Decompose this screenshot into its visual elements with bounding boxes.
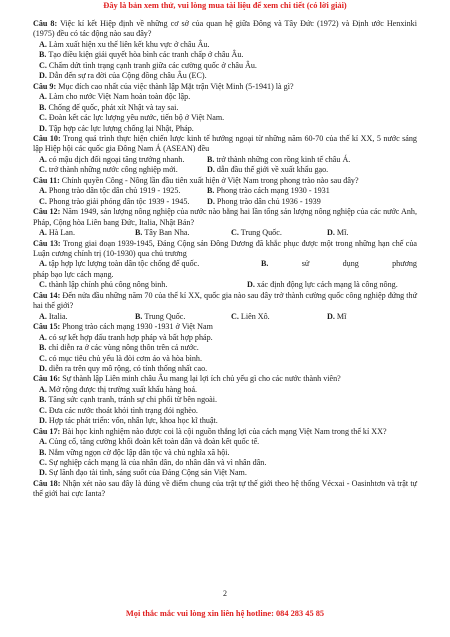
option-b: B. Phong trào cách mạng 1930 - 1931 <box>207 186 330 196</box>
question-18 <box>33 479 417 500</box>
option-d: D. xác định động lực cách mạng là công nông. <box>247 280 398 290</box>
question-text: Bài học kinh nghiệm nào được coi là cội nguồn thắng lợi của cách mạng Việt Nam trong thế kỉ XX? <box>62 426 387 436</box>
options-row <box>33 165 417 175</box>
question-10 <box>33 134 417 155</box>
option-b: B. chỉ diễn ra ở các vùng nông thôn trên cả nước. <box>39 343 199 353</box>
question-text: Sự thành lập Liên minh châu Âu mang lại lợi ích chủ yếu gì cho các nước thành viên? <box>62 374 341 384</box>
question-number: Câu 18: <box>33 478 61 488</box>
question-number: Câu 10: <box>33 133 61 143</box>
question-number: Câu 12: <box>33 207 61 217</box>
option-d: D. Mĩ. <box>327 228 349 238</box>
option-b: B. Tây Ban Nha. <box>135 228 190 238</box>
option-c: C. Chấm dứt tình trạng cạnh tranh giữa các cường quốc ở châu Âu. <box>39 60 257 70</box>
option-b: B. Tăng sức cạnh tranh, tránh sự chi phối từ bên ngoài. <box>39 395 218 405</box>
option-c: C. Liên Xô. <box>231 311 270 321</box>
option-d: D. Sự lãnh đạo tài tình, sáng suốt của Đảng Cộng sản Việt Nam. <box>39 468 247 478</box>
option-c: C. Trung Quốc. <box>231 228 282 238</box>
option-c: C. Sự nghiệp cách mạng là của nhân dân, do nhân dân và vì nhân dân. <box>39 458 267 468</box>
options-row <box>33 280 417 290</box>
question-15 <box>33 322 417 332</box>
option-a: A. Làm cho nước Việt Nam hoàn toàn độc lập. <box>39 92 191 102</box>
option-c: C. trở thành những nước công nghiệp mới. <box>39 165 178 175</box>
question-number: Câu 9: <box>33 81 57 91</box>
option-a: A. Phong trào dân tộc dân chủ 1919 - 1925. <box>39 186 181 196</box>
question-14 <box>33 291 417 312</box>
question-text: Nhận xét nào sau đây là đúng về điểm chung của trật tự thế giới theo hệ thống Vécxai - Oasinhtơn và trật tự thế giới hai cực Ianta? <box>33 478 417 499</box>
option-d: D. dẫn đầu thế giới về xuất khẩu gạo. <box>207 165 329 175</box>
question-number: Câu 14: <box>33 290 61 300</box>
options-row <box>33 259 417 269</box>
option-d: D. diễn ra trên quy mô rộng, có tính thống nhất cao. <box>39 363 208 373</box>
question-number: Câu 11: <box>33 175 60 185</box>
options-row <box>33 186 417 196</box>
option-d: D. Phong trào dân chủ 1936 - 1939 <box>207 196 321 206</box>
question-13 <box>33 239 417 260</box>
question-17 <box>33 427 417 437</box>
options-row <box>33 197 417 207</box>
question-text: Đến nửa đầu những năm 70 của thế kỉ XX, quốc gia nào sau đây trở thành cường quốc công nghiệp đứng thứ hai thế giới? <box>33 290 417 311</box>
option-d: D. Mĩ <box>327 311 347 321</box>
options-row <box>33 228 417 238</box>
question-12 <box>33 207 417 228</box>
question-text: Chính quyền Công - Nông lần đầu tiên xuất hiện ở Việt Nam trong phong trào nào sau đây? <box>61 175 359 185</box>
option-a: A. Củng cố, tăng cường khối đoàn kết toàn dân và đoàn kết quốc tế. <box>39 437 260 447</box>
question-text: Trong quá trình thực hiện chiến lược kinh tế hướng ngoại từ những năm 60-70 của thế kỉ XX, 5 nước sáng lập Hiệp hội các quốc gia Đông Nam Á (ASEAN) đều <box>33 133 417 154</box>
preview-banner: Đây là bản xem thử, vui lòng mua tài liệu để xem chi tiết (có lời giải) <box>103 1 347 10</box>
question-text: Việc kí kết Hiệp định về những cơ sở của quan hệ giữa Đông và Tây Đức (1972) và Định ước Henxinki (1975) đều có tác động nào sau đây? <box>33 19 417 39</box>
option-c: C. Đoàn kết các lực lượng yêu nước, tiến bộ ở Việt Nam. <box>39 113 225 123</box>
option-c: C. có mục tiêu chủ yếu là đòi cơm áo và hòa bình. <box>39 353 202 363</box>
option-a: A. Mở rộng được thị trường xuất khẩu hàng hoá. <box>39 384 198 394</box>
option-b: B. Nắm vững ngọn cờ độc lập dân tộc và chủ nghĩa xã hội. <box>39 447 230 457</box>
question-16 <box>33 374 417 384</box>
question-text: Phong trào cách mạng 1930 -1931 ở Việt Nam <box>62 322 213 332</box>
question-number: Câu 8: <box>33 19 58 28</box>
option-a: A. có sự kết hợp đấu tranh hợp pháp và bất hợp pháp. <box>39 332 213 342</box>
option-c: C. Đưa các nước thoát khỏi tình trạng đói nghèo. <box>39 405 198 415</box>
options-row <box>33 312 417 322</box>
option-a: A. tập hợp lực lượng toàn dân tộc chống đế quốc. <box>39 259 200 269</box>
question-number: Câu 13: <box>33 238 61 248</box>
option-d: D. Hợp tác phát triển: vốn, nhân lực, khoa học kĩ thuật. <box>39 416 218 426</box>
question-8 <box>33 19 417 40</box>
option-a: A. Italia. <box>39 311 68 321</box>
option-a: A. có mậu dịch đối ngoại tăng trưởng nhanh. <box>39 154 185 164</box>
option-d: D. Tập hợp các lực lượng chống lại Nhật, Pháp. <box>39 123 194 133</box>
option-b: B. Trung Quốc. <box>135 311 186 321</box>
question-text: Mục đích cao nhất của việc thành lập Mặt trận Việt Minh (5-1941) là gì? <box>58 81 294 91</box>
question-text: Trong giai đoạn 1939-1945, Đảng Cộng sản Đông Dương đã khắc phục được một trong những hạn chế của Luận cương chính trị (10-1930) qua chủ trương <box>33 238 417 258</box>
option-b: B. trở thành những con rồng kinh tế châu Á. <box>207 154 351 164</box>
page-number: 2 <box>223 589 227 598</box>
option-c: C. Phong trào giải phóng dân tộc 1939 - 1945. <box>39 196 190 206</box>
option-b: B. sử dụng phương <box>261 259 417 269</box>
question-number: Câu 17: <box>33 426 61 436</box>
option-c: C. thành lập chính phủ công nông binh. <box>39 280 168 290</box>
option-a: A. Hà Lan. <box>39 228 75 238</box>
question-number: Câu 16: <box>33 374 61 384</box>
option-b: B. Tạo điều kiện giải quyết hòa bình các tranh chấp ở châu Âu. <box>39 50 244 60</box>
hotline-footer: Mọi thắc mắc vui lòng xin liên hệ hotline: 084 283 45 85 <box>125 609 325 618</box>
options-row <box>33 155 417 165</box>
option-d: D. Dẫn đến sự ra đời của Cộng đồng châu Âu (EC). <box>39 71 207 81</box>
option-b-continued: pháp bạo lực cách mạng. <box>33 269 114 279</box>
question-11 <box>33 176 417 186</box>
question-list <box>33 19 417 500</box>
option-b: B. Chống đế quốc, phát xít Nhật và tay sai. <box>39 102 179 112</box>
question-number: Câu 15: <box>33 322 61 332</box>
option-a: A. Làm xuất hiện xu thế liên kết khu vực ở châu Âu. <box>39 39 210 49</box>
question-text: Năm 1949, sản lượng nông nghiệp của nước nào bằng hai lần tổng sản lượng nông nghiệp của các nước Anh, Pháp, Cộng hòa Liên bang Đức, Italia, Nhật Bản? <box>33 207 417 227</box>
question-9 <box>33 82 417 92</box>
